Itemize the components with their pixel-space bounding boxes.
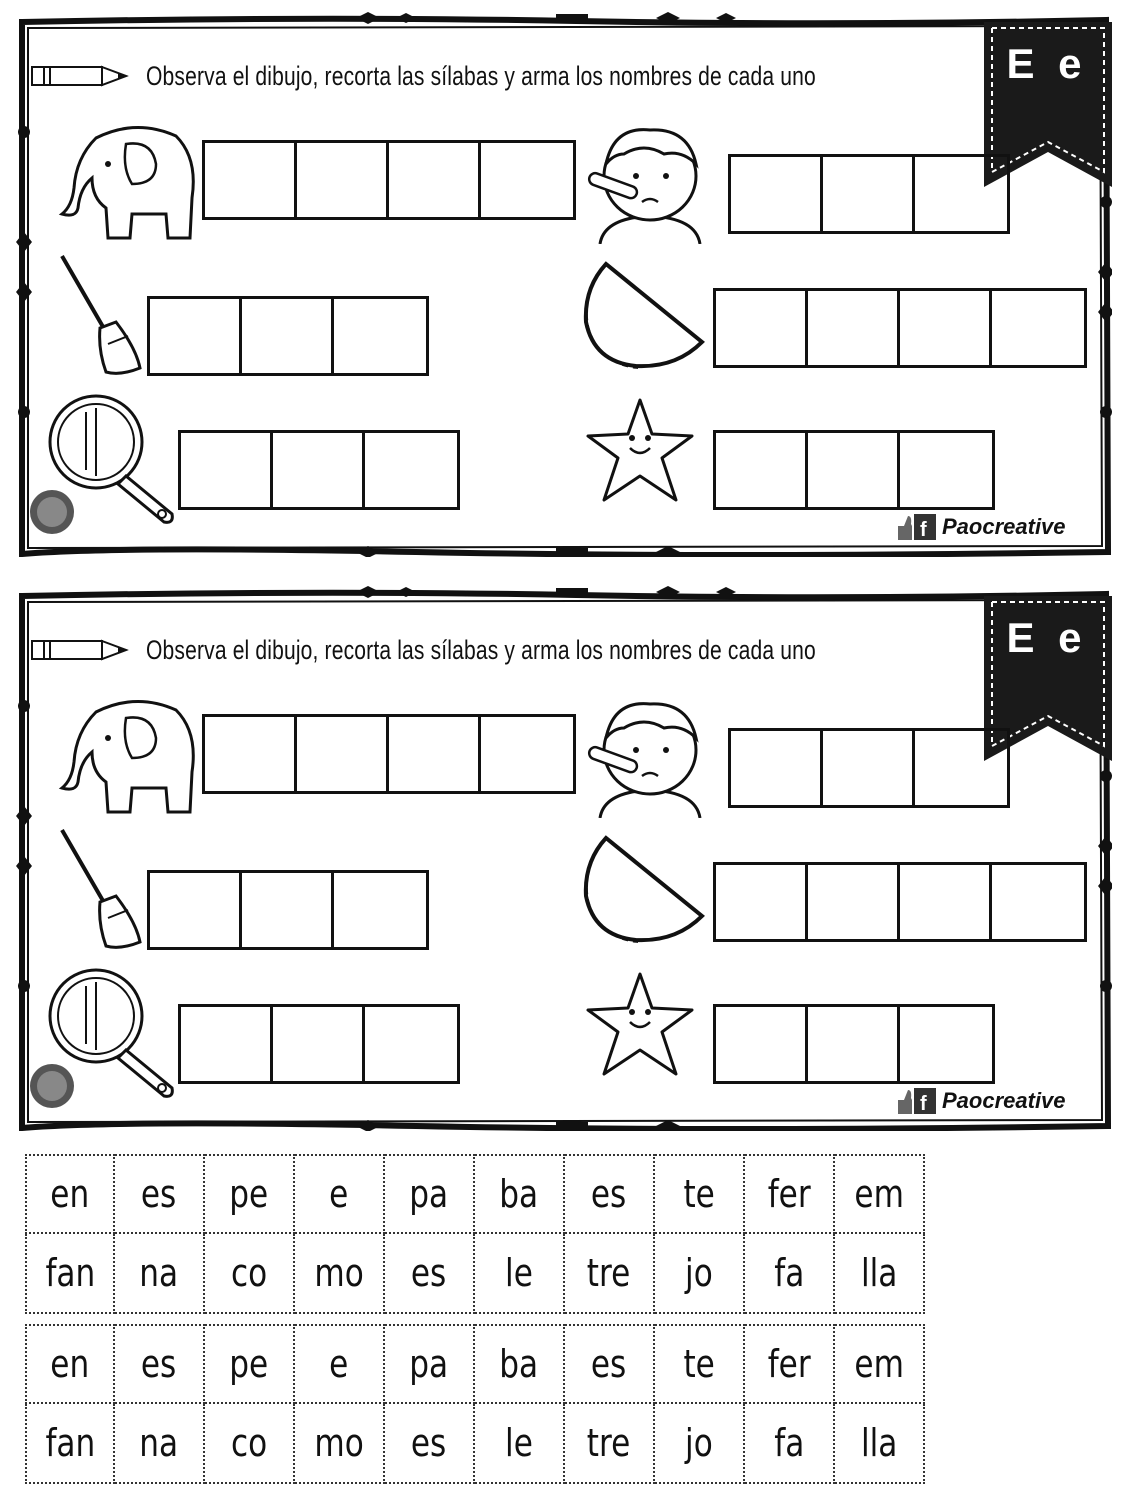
pencil-icon	[30, 61, 130, 91]
syllable-card[interactable]: ba	[475, 1324, 565, 1404]
syllable-card[interactable]: pe	[205, 1324, 295, 1404]
syllable-card[interactable]: fa	[745, 1234, 835, 1314]
syllable-grid-1	[25, 1154, 925, 1314]
syllable-card[interactable]: jo	[655, 1234, 745, 1314]
syllable-card[interactable]: es	[565, 1154, 655, 1234]
syllable-card[interactable]: tre	[565, 1234, 655, 1314]
syllable-card[interactable]: te	[655, 1154, 745, 1234]
elephant-icon	[56, 118, 200, 242]
answer-boxes	[713, 288, 1087, 368]
syllable-card[interactable]: le	[475, 1234, 565, 1314]
syllable-card[interactable]: es	[115, 1324, 205, 1404]
syllable-card[interactable]: ba	[475, 1154, 565, 1234]
syllable-card[interactable]: e	[295, 1154, 385, 1234]
syllable-card[interactable]: fan	[25, 1234, 115, 1314]
syllable-card[interactable]: fer	[745, 1154, 835, 1234]
syllable-card[interactable]: e	[295, 1324, 385, 1404]
syllable-card[interactable]: le	[475, 1404, 565, 1484]
answer-boxes	[728, 154, 1010, 234]
syllable-card[interactable]: fan	[25, 1404, 115, 1484]
worksheet-card-2	[16, 586, 1112, 1131]
syllable-card[interactable]: mo	[295, 1404, 385, 1484]
seal-logo	[22, 482, 82, 542]
broom-icon	[56, 826, 146, 950]
syllable-card[interactable]: es	[385, 1234, 475, 1314]
brand-mark	[896, 1086, 1066, 1116]
syllable-card[interactable]: fer	[745, 1324, 835, 1404]
facebook-like-icon	[896, 1086, 938, 1116]
star-icon	[582, 970, 698, 1080]
pencil-icon	[30, 635, 130, 665]
instruction-row	[30, 630, 1005, 670]
brand-text: Paocreative	[942, 514, 1066, 539]
letter-banner-text: E e	[1006, 614, 1088, 661]
sick-child-icon	[584, 694, 716, 818]
syllable-card[interactable]: na	[115, 1234, 205, 1314]
empanada-icon	[578, 258, 708, 372]
worksheet-card-1	[16, 12, 1112, 557]
syllable-card[interactable]: es	[565, 1324, 655, 1404]
syllable-card[interactable]: pa	[385, 1154, 475, 1234]
answer-boxes	[728, 728, 1010, 808]
syllable-card[interactable]: te	[655, 1324, 745, 1404]
syllable-card[interactable]: na	[115, 1404, 205, 1484]
answer-boxes	[147, 870, 429, 950]
syllable-card[interactable]: fa	[745, 1404, 835, 1484]
letter-banner-text: E e	[1006, 40, 1088, 87]
syllable-card[interactable]: en	[25, 1154, 115, 1234]
syllable-card[interactable]: co	[205, 1404, 295, 1484]
instruction-text: Observa el dibujo, recorta las sílabas y arma los nombres de cada uno	[146, 60, 816, 91]
svg-text:f: f	[920, 519, 927, 541]
answer-boxes	[713, 862, 1087, 942]
answer-boxes	[178, 1004, 460, 1084]
answer-boxes	[178, 430, 460, 510]
answer-boxes	[202, 714, 576, 794]
answer-boxes	[147, 296, 429, 376]
syllable-card[interactable]: tre	[565, 1404, 655, 1484]
sick-child-icon	[584, 120, 716, 244]
syllable-card[interactable]: em	[835, 1154, 925, 1234]
syllable-grid-2	[25, 1324, 925, 1484]
elephant-icon	[56, 692, 200, 816]
answer-boxes	[202, 140, 576, 220]
syllable-card[interactable]: em	[835, 1324, 925, 1404]
brand-mark	[896, 512, 1066, 542]
instruction-row	[30, 56, 1005, 96]
syllable-card[interactable]: es	[115, 1154, 205, 1234]
syllable-card[interactable]: en	[25, 1324, 115, 1404]
broom-icon	[56, 252, 146, 376]
syllable-card[interactable]: lla	[835, 1404, 925, 1484]
syllable-card[interactable]: mo	[295, 1234, 385, 1314]
answer-boxes	[713, 430, 995, 510]
empanada-icon	[578, 832, 708, 946]
instruction-text: Observa el dibujo, recorta las sílabas y arma los nombres de cada uno	[146, 634, 816, 665]
syllable-card[interactable]: es	[385, 1404, 475, 1484]
facebook-like-icon	[896, 512, 938, 542]
syllable-card[interactable]: jo	[655, 1404, 745, 1484]
star-icon	[582, 396, 698, 506]
syllable-card[interactable]: pe	[205, 1154, 295, 1234]
syllable-card[interactable]: lla	[835, 1234, 925, 1314]
syllable-card[interactable]: co	[205, 1234, 295, 1314]
answer-boxes	[713, 1004, 995, 1084]
syllable-card[interactable]: pa	[385, 1324, 475, 1404]
svg-text:f: f	[920, 1093, 927, 1115]
seal-logo	[22, 1056, 82, 1116]
brand-text: Paocreative	[942, 1088, 1066, 1113]
